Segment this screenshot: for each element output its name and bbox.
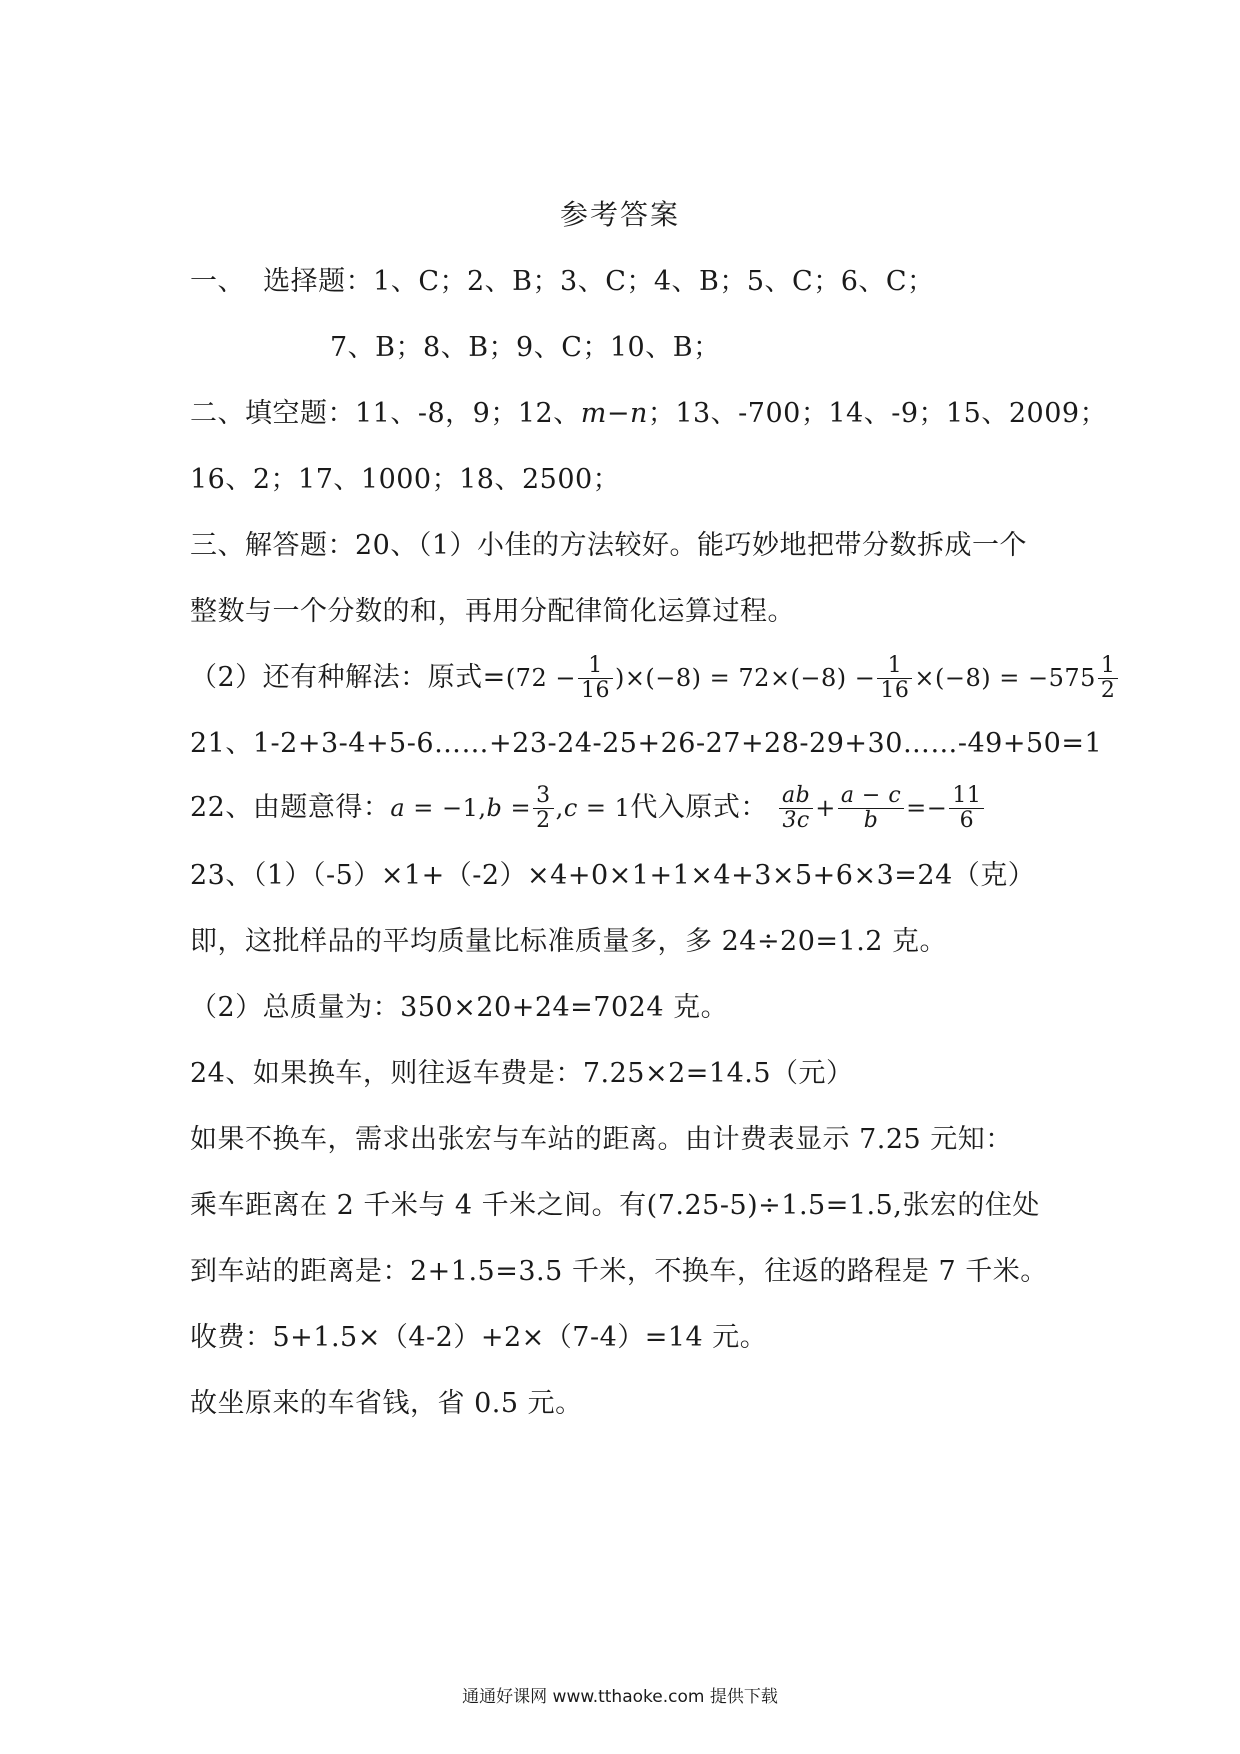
page-title: 参考答案: [559, 198, 680, 231]
question-24-line5: 收费：5+1.5×（4-2）+2×（7-4）=14 元。: [190, 1322, 768, 1353]
a-value: = −1,: [405, 794, 487, 822]
fraction-1-2: $\frac{1}{2}$: [1098, 654, 1119, 703]
section1-line2: 7、B；8、B；9、C；10、B；: [330, 332, 721, 363]
section2-line1: [190, 394, 1107, 434]
section1-choices-1: 选择题：1、C；2、B；3、C；4、B；5、C；6、C；: [263, 266, 935, 297]
question-24-line3: 乘车距离在 2 千米与 4 千米之间。有(7.25-5)÷1.5=1.5,张宏的住处: [190, 1190, 1040, 1221]
minus-sign: −: [606, 398, 630, 429]
question-23-line2: 即，这批样品的平均质量比标准质量多，多 24÷20=1.2 克。: [190, 926, 948, 957]
section2-line2: 16、2；17、1000；18、2500；: [190, 464, 621, 495]
q2-open: (72 −: [505, 664, 576, 692]
fraction-3-2: $\frac{3}{2}$: [533, 784, 554, 833]
var-b: b: [486, 794, 503, 822]
question-22: [190, 784, 986, 833]
fraction-11-6: $\frac{11}{6}$: [949, 784, 984, 833]
comma: ,: [555, 794, 564, 822]
q2-tail: ×(−8) = −575: [914, 664, 1096, 692]
var-m: m: [580, 398, 607, 429]
fraction-1-16-b: $\frac{1}{16}$: [877, 654, 912, 703]
q2-lead: （2）还有种解法：原式=: [190, 662, 506, 693]
var-n: n: [629, 398, 648, 429]
question-24-line6: 故坐原来的车省钱，省 0.5 元。: [190, 1388, 583, 1419]
question-23-line3: （2）总质量为：350×20+24=7024 克。: [190, 992, 729, 1023]
question-24-line1: 24、如果换车，则往返车费是：7.25×2=14.5（元）: [190, 1058, 854, 1089]
q22-lead: 22、由题意得：: [190, 792, 391, 823]
question-23-line1: 23、（1）（-5）×1+（-2）×4+0×1+1×4+3×5+6×3=24（克）: [190, 860, 1036, 891]
section2-part-b: ；13、-700；14、-9；15、2009；: [647, 398, 1108, 429]
section3-line1: 三、解答题：20、（1）小佳的方法较好。能巧妙地把带分数拆成一个: [190, 530, 1028, 561]
fraction-ab-3c: $\frac{ab}{3c}$: [779, 784, 813, 833]
section1-label: 一、: [190, 266, 245, 297]
section3-q2: [190, 654, 1120, 703]
c-value: = 1: [577, 794, 631, 822]
question-24-line4: 到车站的距离是：2+1.5=3.5 千米，不换车，往返的路程是 7 千米。: [190, 1256, 1048, 1287]
fraction-1-16-a: $\frac{1}{16}$: [578, 654, 613, 703]
question-21: 21、1-2+3-4+5-6……+23-24-25+26-27+28-29+30……-49+50=1: [190, 728, 1103, 759]
equals-minus: =−: [906, 794, 948, 822]
section3-line2: 整数与一个分数的和，再用分配律简化运算过程。: [190, 596, 795, 627]
var-a: a: [390, 794, 406, 822]
var-c: c: [563, 794, 578, 822]
section2-part-a: 二、填空题：11、-8，9；12、: [190, 398, 581, 429]
q2-mid: )×(−8) = 72×(−8) −: [614, 664, 876, 692]
fraction-a-minus-c-over-b: $\frac{a - c}{b}$: [838, 784, 904, 833]
plus-sign: +: [815, 794, 836, 822]
question-24-line2: 如果不换车，需求出张宏与车站的距离。由计费表显示 7.25 元知：: [190, 1124, 1013, 1155]
section1-line1: [190, 262, 935, 302]
b-equals: =: [502, 794, 532, 822]
footer-source: 通通好课网 www.tthaoke.com 提供下载: [462, 1687, 778, 1707]
q22-substitute: 代入原式：: [630, 792, 768, 823]
